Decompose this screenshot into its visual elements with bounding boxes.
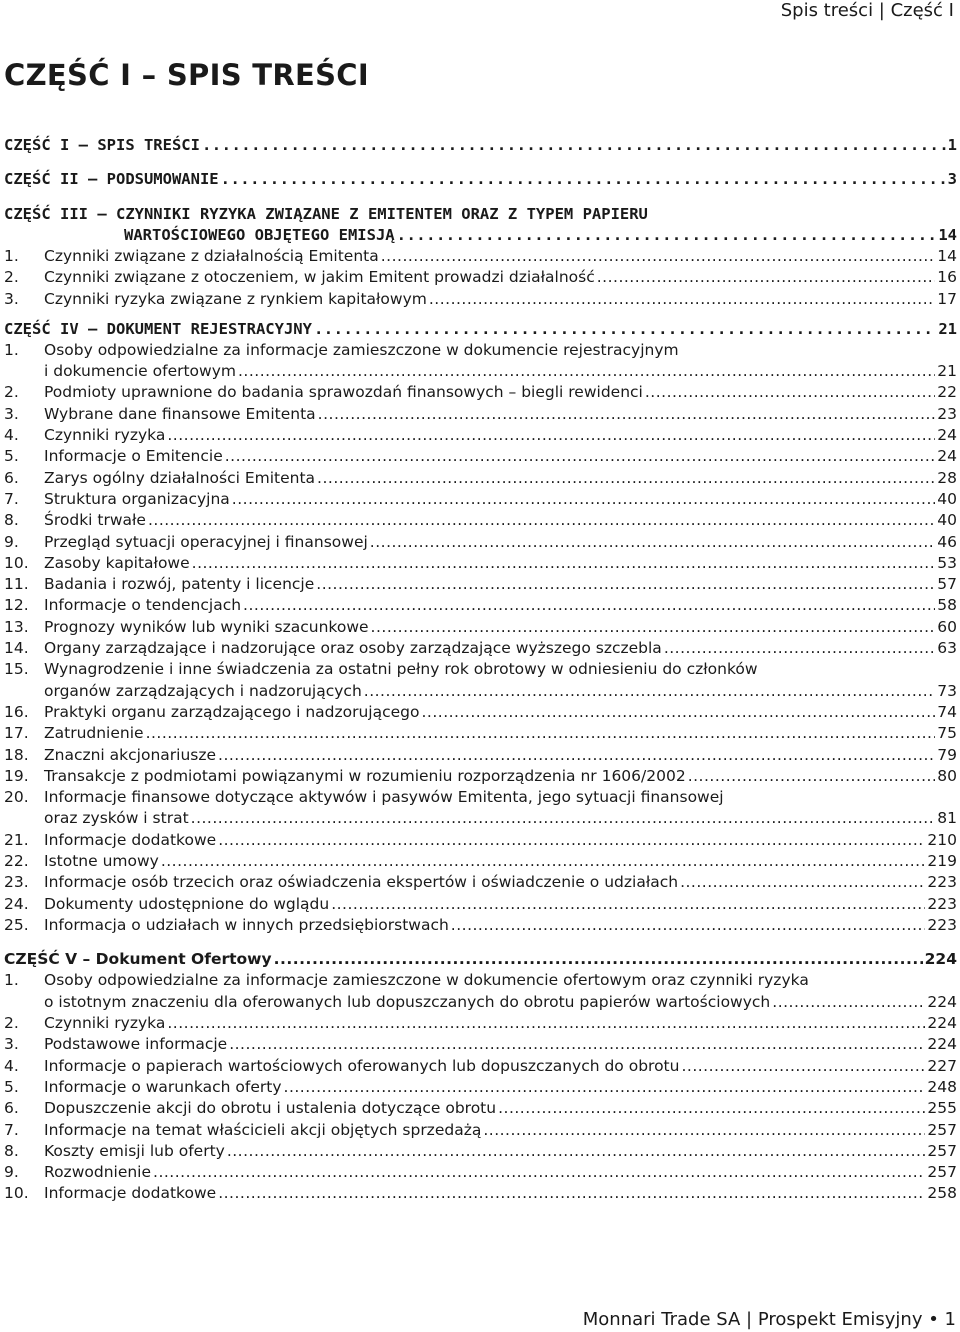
toc-entry-page: 257 [927,1163,957,1182]
toc-entry[interactable] [4,382,957,403]
leader-dots [681,1056,925,1077]
toc-entry[interactable] [4,1034,957,1055]
toc-entry-title: Informacje dodatkowe [44,1184,217,1203]
leader-dots [688,766,936,787]
leader-dots [370,532,935,553]
toc-entry[interactable] [4,766,957,787]
leader-dots [597,267,936,288]
toc-entry-number: 16. [4,702,29,721]
leader-dots [451,915,926,936]
toc-entry-title: Czynniki związane z działalnością Emitenta [44,247,379,266]
toc-entry-title: Informacje dodatkowe [44,830,217,849]
toc-entry-number: 9. [4,532,19,551]
toc-entry-number: 2. [4,383,19,402]
toc-entry-number: 3. [4,1035,19,1054]
leader-dots [153,1162,925,1183]
toc-entry-page: 255 [927,1099,957,1118]
toc-entry[interactable] [4,595,957,616]
toc-entry-page: 46 [937,532,957,551]
toc-entry[interactable] [4,1141,957,1162]
toc-entry-number: 18. [4,745,29,764]
toc-entry[interactable]: 15. Wynagrodzenie i inne świadczenia za ostatni pełny rok obrotowy w odniesieniu do członków organów zarządzających i nadzorujących ..... 73 [4,659,957,702]
toc-entry-title: Struktura organizacyjna [44,489,230,508]
toc-entry-page: 53 [937,553,957,572]
toc-entry-number: 4. [4,426,19,445]
toc-entry-page: 17 [937,289,957,308]
leader-dots [422,702,936,723]
toc-entry-number: 6. [4,468,19,487]
toc-part-1[interactable]: CZĘŚĆ I – SPIS TREŚCI ..... 1 [4,135,957,156]
leader-dots [317,468,935,489]
toc-entry-title: Informacje na temat właścicieli akcji objętych sprzedażą [44,1120,482,1139]
toc-entry[interactable] [4,532,957,553]
toc-entry-page: 227 [927,1056,957,1075]
toc-entry-number: 8. [4,511,19,530]
leader-dots [225,446,936,467]
toc-entry-page: 75 [937,724,957,743]
toc-entry-page: 258 [927,1184,957,1203]
toc-entry[interactable] [4,915,957,936]
toc-entry-title: Informacje o tendencjach [44,596,242,615]
leader-dots [316,574,935,595]
toc-entry-title: Czynniki ryzyka związane z rynkiem kapitałowym [44,289,427,308]
toc-entry[interactable] [4,404,957,425]
toc-part-4[interactable]: CZĘŚĆ IV – DOKUMENT REJESTRACYJNY ..... 21 [4,319,957,340]
leader-dots [146,723,936,744]
toc-entry[interactable] [4,267,957,288]
leader-dots [167,425,935,446]
toc-entry[interactable] [4,702,957,723]
toc-entry-page: 28 [937,468,957,487]
toc-entry-number: 4. [4,1056,19,1075]
toc-entry[interactable] [4,1098,957,1119]
toc-entry-title: Informacje osób trzecich oraz oświadczenia ekspertów i oświadczenie o udziałach [44,873,679,892]
leader-dots [229,1034,925,1055]
toc-entry-page: 58 [937,596,957,615]
toc-entry-number: 19. [4,766,29,785]
leader-dots [243,595,935,616]
leader-dots [331,894,925,915]
toc-entry[interactable]: 1. Osoby odpowiedzialne za informacje zamieszczone w dokumencie rejestracyjnym i dokumencie ofertowym ..... 21 [4,340,957,383]
toc-entry-title: Znaczni akcjonariusze [44,745,217,764]
toc-entry-title: Prognozy wyników lub wyniki szacunkowe [44,617,369,636]
toc-entry[interactable] [4,851,957,872]
toc-entry-page: 80 [937,766,957,785]
leader-dots [381,246,936,267]
toc-entry[interactable] [4,489,957,510]
toc-entry[interactable] [4,425,957,446]
toc-entry-title: Czynniki ryzyka [44,1014,166,1033]
leader-dots [192,553,936,574]
toc-entry-page: 57 [937,575,957,594]
toc-entry[interactable] [4,553,957,574]
leader-dots [371,617,936,638]
toc-entry[interactable] [4,617,957,638]
toc-entry-number: 24. [4,894,29,913]
toc-entry-number: 2. [4,268,19,287]
toc-entry-page: 24 [937,447,957,466]
toc-part-2[interactable]: CZĘŚĆ II – PODSUMOWANIE ..... 3 [4,169,957,190]
toc-entry-page: 223 [927,873,957,892]
toc-entry[interactable]: 1. Osoby odpowiedzialne za informacje zamieszczone w dokumencie ofertowym oraz czynniki ryzyka o istotnym znaczeniu dla oferowanych lub dopuszczanych do obrotu papierów wartościowych ..... 224 [4,970,957,1013]
toc-entry-number: 12. [4,596,29,615]
toc-entry-page: 219 [927,852,957,870]
toc-entry[interactable] [4,246,957,267]
leader-dots [664,638,935,659]
leader-dots [284,1077,926,1098]
toc-entry-page: 223 [927,915,957,934]
toc-entry-number: 3. [4,404,19,423]
toc-entry[interactable] [4,468,957,489]
toc-entry-page: 63 [937,639,957,658]
leader-dots [645,382,935,403]
toc-entry-page: 210 [927,830,957,849]
toc-entry[interactable] [4,1162,957,1183]
toc-entry[interactable] [4,638,957,659]
toc-entry-number: 7. [4,489,19,508]
toc-entry-number: 3. [4,289,19,308]
leader-dots [218,745,935,766]
toc-entry-number: 6. [4,1099,19,1118]
toc-entry-number: 10. [4,553,29,572]
toc-entry-title: Dokumenty udostępnione do wglądu [44,894,330,913]
toc-entry-title: Zarys ogólny działalności Emitenta [44,468,316,487]
toc-entry-page: 40 [937,489,957,508]
toc-entry-title: Informacje o warunkach oferty [44,1077,282,1096]
toc-entry-number: 7. [4,1120,19,1139]
toc-entry[interactable] [4,510,957,531]
toc-entry-title: Podmioty uprawnione do badania sprawozdań finansowych – biegli rewidenci [44,383,643,402]
toc-entry-page: 22 [937,383,957,402]
toc-entry-number: 2. [4,1014,19,1033]
toc-entry-page: 74 [937,702,957,721]
leader-dots [167,1013,925,1034]
toc-entry-title: Informacja o udziałach w innych przedsiębiorstwach [44,915,449,934]
toc-entry-number: 1. [4,247,19,266]
toc-entry-page: 24 [937,426,957,445]
running-header: Spis treści | Część I [780,0,954,21]
toc-entry-title: Informacje o Emitencie [44,447,223,466]
toc-entry-title: Badania i rozwój, patenty i licencje [44,575,315,594]
leader-dots [218,830,925,851]
leader-dots [429,289,935,310]
toc-entry-title: Istotne umowy [44,852,159,870]
toc-entry[interactable] [4,1056,957,1077]
toc-entry-number: 5. [4,447,19,466]
toc-entry[interactable]: 20. Informacje finansowe dotyczące aktywów i pasywów Emitenta, jego sytuacji finansowej oraz zysków i strat ..... 81 [4,787,957,830]
running-footer: Monnari Trade SA | Prospekt Emisyjny • 1 [582,1309,956,1330]
toc-entry-number: 21. [4,830,29,849]
toc-entry[interactable] [4,289,957,310]
toc-entry-title: Środki trwałe [44,511,146,530]
toc-entry-number: 5. [4,1077,19,1096]
toc-entry-title: Koszty emisji lub oferty [44,1141,225,1160]
toc-entry-page: 224 [927,1014,957,1033]
toc-entry[interactable] [4,1120,957,1141]
toc-entry-page: 23 [937,404,957,423]
toc-entry-page: 40 [937,511,957,530]
toc-entry-page: 257 [927,1120,957,1139]
toc-part-3[interactable]: CZĘŚĆ III – CZYNNIKI RYZYKA ZWIĄZANE Z EMITENTEM ORAZ Z TYPEM PAPIERU WARTOŚCIOWEGO OBJĘTEGO EMISJĄ ..... 14 [4,204,957,247]
toc-entry-page: 16 [937,268,957,287]
toc-entry-page: 79 [937,745,957,764]
toc-entry[interactable] [4,723,957,744]
leader-dots [498,1098,925,1119]
toc-entry-page: 60 [937,617,957,636]
toc-entry-title: Zasoby kapitałowe [44,553,190,572]
toc-entry-title: Dopuszczenie akcji do obrotu i ustalenia dotyczące obrotu [44,1099,497,1118]
toc-entry[interactable] [4,446,957,467]
toc-entry-page: 257 [927,1141,957,1160]
toc-entry-title: Podstawowe informacje [44,1035,228,1054]
toc-entry-number: 25. [4,915,29,934]
toc-entry-number: 10. [4,1184,29,1203]
leader-dots [148,510,935,531]
toc-entry-number: 13. [4,617,29,636]
toc-entry-page: 224 [927,1035,957,1054]
toc-entry-title: Informacje o papierach wartościowych oferowanych lub dopuszczanych do obrotu [44,1056,680,1075]
toc-entry-number: 9. [4,1163,19,1182]
toc-entry-title: Organy zarządzające i nadzorujące oraz osoby zarządzające wyższego szczebla [44,639,662,658]
leader-dots [483,1120,925,1141]
toc-entry[interactable] [4,1077,957,1098]
toc-entry[interactable] [4,1183,957,1204]
leader-dots [680,872,925,893]
toc-entry-title: Zatrudnienie [44,724,144,743]
toc-entry[interactable] [4,872,957,893]
table-of-contents [4,135,957,1205]
toc-entry-number: 17. [4,724,29,743]
toc-entry[interactable] [4,830,957,851]
toc-entry-number: 23. [4,873,29,892]
toc-entry-number: 8. [4,1141,19,1160]
page-title: CZĘŚĆ I – SPIS TREŚCI [4,58,369,92]
leader-dots [218,1183,925,1204]
toc-entry-title: Rozwodnienie [44,1163,152,1182]
toc-entry-number: 11. [4,575,29,594]
toc-entry-title: Przegląd sytuacji operacyjnej i finansowej [44,532,368,551]
toc-entry[interactable] [4,574,957,595]
toc-part-5[interactable]: CZĘŚĆ V – Dokument Ofertowy ..... 224 [4,949,957,970]
toc-entry[interactable] [4,894,957,915]
toc-entry-title: Czynniki związane z otoczeniem, w jakim Emitent prowadzi działalność [44,268,595,287]
toc-entry-title: Praktyki organu zarządzającego i nadzorującego [44,702,420,721]
leader-dots [232,489,935,510]
toc-entry[interactable] [4,745,957,766]
leader-dots [161,851,926,872]
toc-entry[interactable] [4,1013,957,1034]
toc-entry-title: Wybrane dane finansowe Emitenta [44,404,316,423]
toc-entry-page: 223 [927,894,957,913]
toc-entry-number: 22. [4,852,29,870]
leader-dots [318,404,936,425]
toc-entry-number: 14. [4,639,29,658]
toc-entry-page: 14 [937,247,957,266]
toc-entry-title: Czynniki ryzyka [44,426,166,445]
leader-dots [227,1141,926,1162]
toc-entry-title: Transakcje z podmiotami powiązanymi w rozumieniu rozporządzenia nr 1606/2002 [44,766,686,785]
toc-entry-page: 248 [927,1077,957,1096]
